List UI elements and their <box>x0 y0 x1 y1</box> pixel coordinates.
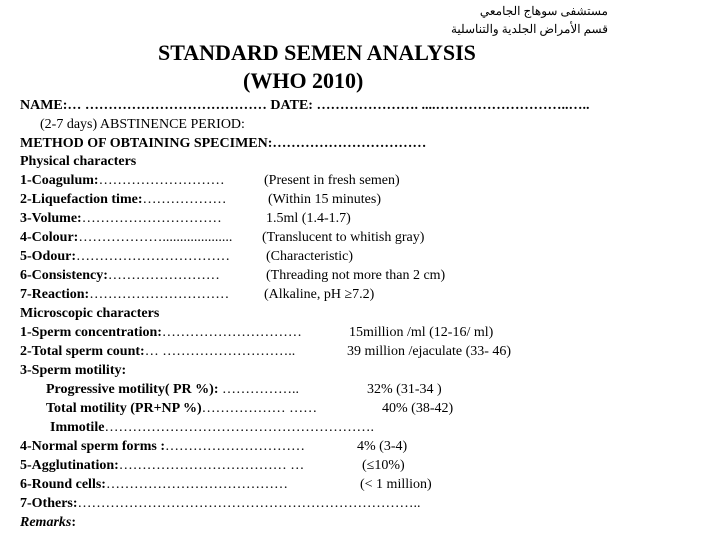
liquefaction-ref: (Within 15 minutes) <box>268 192 381 207</box>
row-dots: ………………………………… <box>105 477 288 492</box>
normal-forms-ref: 4% (3-4) <box>357 439 408 454</box>
row-dots: …………….. <box>222 382 299 397</box>
row-label: Immotile <box>50 420 105 435</box>
row-dots: ……………………… <box>98 173 225 188</box>
coagulum-row <box>20 173 225 189</box>
row-dots: ……………………………… … <box>118 458 305 473</box>
colour-row <box>20 230 232 246</box>
row-label: 1-Sperm concentration: <box>20 325 162 340</box>
row-label: 1-Coagulum: <box>20 173 99 188</box>
row-dots: ………………………… <box>165 439 306 454</box>
round-cells-ref: (< 1 million) <box>360 477 432 492</box>
document-subtitle: (WHO 2010) <box>243 68 364 93</box>
reaction-row <box>20 287 229 303</box>
row-label: 5-Agglutination: <box>20 458 119 473</box>
row-dots: …………………………… <box>76 249 230 264</box>
row-label: 7-Reaction: <box>20 287 90 302</box>
consistency-row <box>20 268 220 284</box>
method-line: METHOD OF OBTAINING SPECIMEN:…………………………… <box>20 136 427 151</box>
row-label: 3-Volume: <box>20 211 82 226</box>
row-dots: …………………… <box>107 268 220 283</box>
physical-heading: Physical characters <box>20 154 137 169</box>
odour-row <box>20 249 230 265</box>
row-dots: … ……………………….. <box>144 344 296 359</box>
volume-row <box>20 211 222 227</box>
row-label: Total motility (PR+NP %) <box>46 401 202 416</box>
row-dots: ……………….................... <box>78 230 233 245</box>
total-motility-ref: 40% (38-42) <box>382 401 454 416</box>
consistency-ref: (Threading not more than 2 cm) <box>266 268 446 283</box>
row-dots: ……………………………………………………………….. <box>77 496 421 511</box>
department-name: قسم الأمراض الجلدية والتناسلية <box>450 22 608 36</box>
agglutination-ref: (≤10%) <box>362 458 405 473</box>
total-count-ref: 39 million /ejaculate (33- 46) <box>347 344 512 359</box>
row-dots: ………………………… <box>89 287 230 302</box>
row-label: 4-Colour: <box>20 230 79 245</box>
progressive-row <box>46 382 299 398</box>
microscopic-heading: Microscopic characters <box>20 306 160 321</box>
normal-forms-row <box>20 439 305 455</box>
motility-heading: 3-Sperm motility: <box>20 363 127 378</box>
row-label: 4-Normal sperm forms : <box>20 439 166 454</box>
concentration-row <box>20 325 302 341</box>
abstinence-line: (2-7 days) ABSTINENCE PERIOD: <box>40 117 245 132</box>
row-label: 6-Consistency: <box>20 268 108 283</box>
row-label: 6-Round cells: <box>20 477 106 492</box>
volume-ref: 1.5ml (1.4-1.7) <box>266 211 351 226</box>
immotile-row <box>50 420 374 436</box>
row-label: 7-Others: <box>20 496 78 511</box>
remarks-colon: : <box>71 515 77 530</box>
row-label: Progressive motility( PR %): <box>46 382 219 397</box>
coagulum-ref: (Present in fresh semen) <box>264 173 400 188</box>
remarks-label: Remarks <box>20 515 72 530</box>
reaction-ref: (Alkaline, pH ≥7.2) <box>264 287 375 302</box>
row-label: 5-Odour: <box>20 249 76 264</box>
concentration-ref: 15million /ml (12-16/ ml) <box>349 325 494 340</box>
row-dots: ……………… …… <box>201 401 318 416</box>
total-count-row <box>20 344 295 360</box>
total-motility-row <box>46 401 317 417</box>
row-label: 2-Liquefaction time: <box>20 192 143 207</box>
name-date-line: NAME:… ………………………………… DATE: …………………. ....………………………..….. <box>20 98 590 113</box>
row-dots: ………………………… <box>161 325 302 340</box>
hospital-name: مستشفى سوهاج الجامعي <box>479 4 608 18</box>
liquefaction-row <box>20 192 226 208</box>
row-label: 2-Total sperm count: <box>20 344 145 359</box>
round-cells-row <box>20 477 288 493</box>
odour-ref: (Characteristic) <box>266 249 354 264</box>
progressive-ref: 32% (31-34 ) <box>367 382 442 397</box>
row-dots: ………………………… <box>81 211 222 226</box>
remarks-row <box>20 515 76 531</box>
colour-ref: (Translucent to whitish gray) <box>262 230 425 245</box>
row-dots: …………………………………………………. <box>104 420 374 435</box>
others-row <box>20 496 421 512</box>
document-title: STANDARD SEMEN ANALYSIS <box>158 40 476 65</box>
row-dots: ……………… <box>142 192 227 207</box>
agglutination-row <box>20 458 304 474</box>
